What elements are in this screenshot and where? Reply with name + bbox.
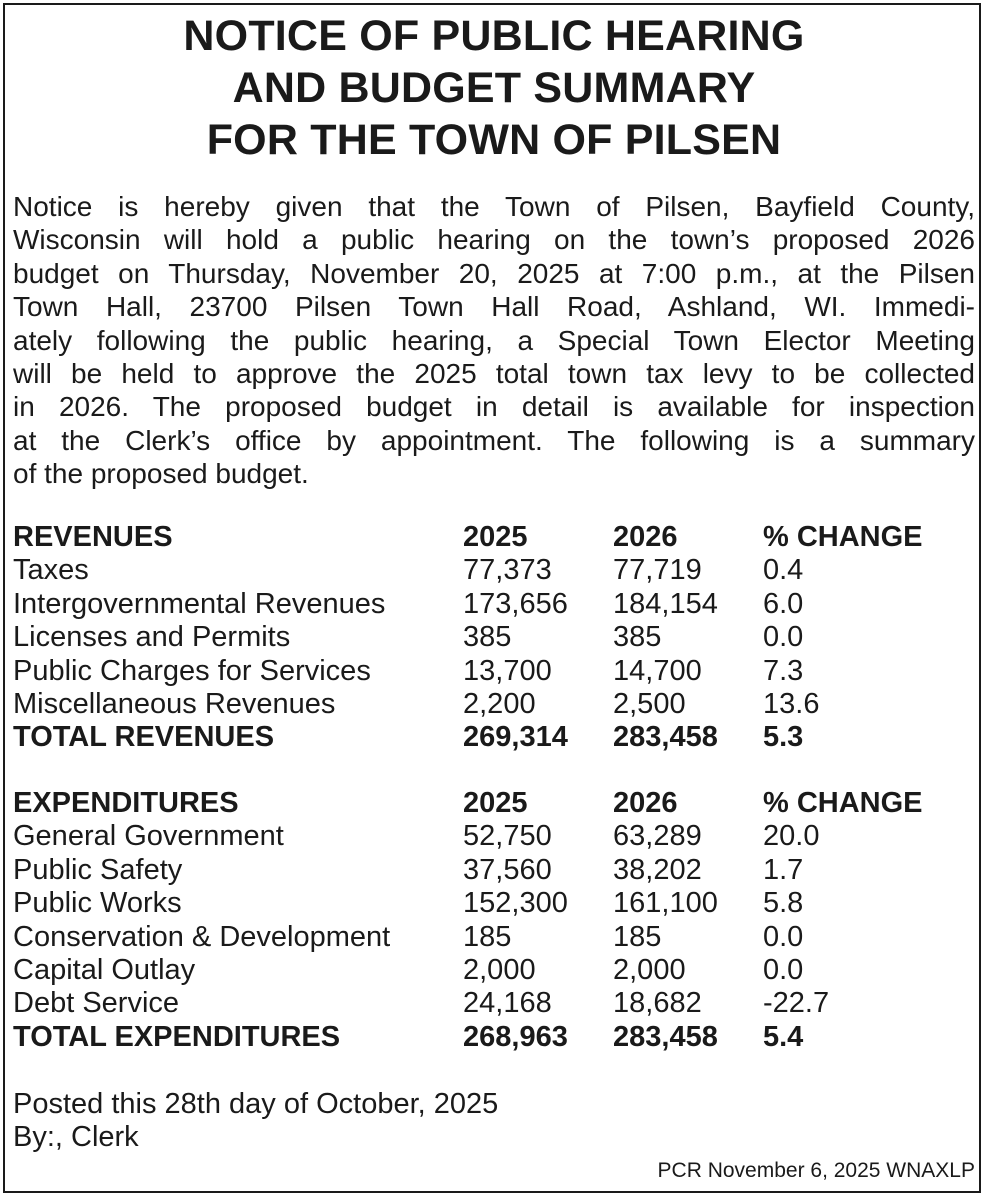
body-line: ately following the public hearing, a Special Town Elector Meeting (13, 324, 975, 356)
body-line: Notice is hereby given that the Town of Pilsen, Bayfield County, (13, 191, 975, 222)
value-2026: 63,289 (613, 820, 702, 853)
value-2026: 385 (613, 621, 662, 654)
total-row (13, 721, 963, 754)
table-header-row (13, 787, 963, 820)
value-2025: 152,300 (463, 887, 568, 920)
body-line: budget on Thursday, November 20, 2025 at 7:00 p.m., at the Pilsen (13, 257, 975, 289)
row-label: Public Safety (13, 853, 183, 886)
column-header-2025: 2025 (463, 521, 528, 553)
expenditures-table (13, 787, 963, 1054)
value-2026: 2,500 (613, 688, 686, 721)
table-row (13, 887, 963, 920)
total-change: 5.4 (763, 1020, 804, 1053)
row-label: Miscellaneous Revenues (13, 688, 336, 721)
table-row (13, 954, 963, 987)
notice-footer (13, 1088, 498, 1155)
table-row (13, 987, 963, 1020)
value-2026: 161,100 (613, 887, 718, 920)
body-line: in 2026. The proposed budget in detail is available for inspection (13, 391, 975, 423)
row-label: General Government (13, 820, 284, 853)
table-row (13, 854, 963, 887)
total-2025: 268,963 (463, 1020, 568, 1053)
table-row (13, 588, 963, 621)
value-change: 7.3 (763, 654, 804, 687)
title-line: NOTICE OF PUBLIC HEARING (183, 12, 805, 60)
value-2026: 14,700 (613, 654, 702, 687)
total-2026: 283,458 (613, 1020, 718, 1053)
row-label: Debt Service (13, 987, 180, 1020)
body-line: of the proposed budget. (13, 458, 309, 490)
value-2026: 185 (613, 920, 662, 953)
row-label: Intergovernmental Revenues (13, 587, 386, 620)
value-2026: 2,000 (613, 954, 686, 987)
value-2025: 52,750 (463, 820, 552, 853)
title-line: AND BUDGET SUMMARY (232, 64, 756, 112)
total-2026: 283,458 (613, 721, 718, 754)
notice-title (0, 10, 988, 166)
section-heading: REVENUES (13, 521, 173, 553)
section-heading: EXPENDITURES (13, 787, 239, 819)
column-header-change: % CHANGE (763, 787, 923, 819)
notice-body (13, 190, 975, 491)
column-header-2026: 2026 (613, 787, 678, 819)
column-header-change: % CHANGE (763, 521, 923, 553)
total-row (13, 1021, 963, 1054)
value-2026: 77,719 (613, 554, 702, 587)
row-label: Public Works (13, 887, 182, 920)
revenues-table (13, 521, 963, 755)
table-row (13, 688, 963, 721)
table-row (13, 655, 963, 688)
value-change: 0.0 (763, 954, 804, 987)
value-2025: 2,200 (463, 688, 536, 721)
value-2025: 173,656 (463, 587, 568, 620)
column-header-2026: 2026 (613, 521, 678, 553)
value-2025: 24,168 (463, 987, 552, 1020)
publication-tag: PCR November 6, 2025 WNAXLP (657, 1159, 975, 1182)
row-label: Capital Outlay (13, 954, 196, 987)
clerk-signature-line: By:, Clerk (13, 1121, 139, 1154)
row-label: Licenses and Permits (13, 621, 291, 654)
value-change: 6.0 (763, 587, 804, 620)
row-label: Conservation & Development (13, 920, 391, 953)
row-label: Public Charges for Services (13, 654, 371, 687)
title-line: FOR THE TOWN OF PILSEN (206, 116, 782, 164)
value-2025: 2,000 (463, 954, 536, 987)
value-2025: 385 (463, 621, 512, 654)
total-label: TOTAL REVENUES (13, 721, 275, 754)
value-2025: 13,700 (463, 654, 552, 687)
posted-date: Posted this 28th day of October, 2025 (13, 1088, 499, 1120)
row-label: Taxes (13, 554, 89, 587)
total-label: TOTAL EXPENDITURES (13, 1020, 341, 1053)
value-change: 0.0 (763, 621, 804, 654)
total-change: 5.3 (763, 721, 804, 754)
value-change: -22.7 (763, 987, 830, 1020)
column-header-2025: 2025 (463, 787, 528, 819)
value-change: 0.0 (763, 920, 804, 953)
value-2025: 185 (463, 920, 512, 953)
value-change: 5.8 (763, 887, 804, 920)
value-change: 20.0 (763, 820, 820, 853)
value-2026: 18,682 (613, 987, 702, 1020)
table-row (13, 921, 963, 954)
value-change: 13.6 (763, 688, 820, 721)
table-row (13, 621, 963, 654)
table-row (13, 820, 963, 853)
value-2026: 184,154 (613, 587, 718, 620)
table-header-row (13, 521, 963, 554)
body-line: at the Clerk’s office by appointment. The following is a summary (13, 424, 975, 456)
body-line: Wisconsin will hold a public hearing on the town’s proposed 2026 (13, 224, 975, 256)
total-2025: 269,314 (463, 721, 568, 754)
value-2026: 38,202 (613, 853, 702, 886)
value-2025: 77,373 (463, 554, 552, 587)
value-change: 1.7 (763, 853, 804, 886)
value-2025: 37,560 (463, 853, 552, 886)
body-line: Town Hall, 23700 Pilsen Town Hall Road, Ashland, WI. Immedi- (13, 291, 975, 323)
value-change: 0.4 (763, 554, 804, 587)
table-row (13, 554, 963, 587)
body-line: will be held to approve the 2025 total town tax levy to be collected (13, 358, 975, 390)
